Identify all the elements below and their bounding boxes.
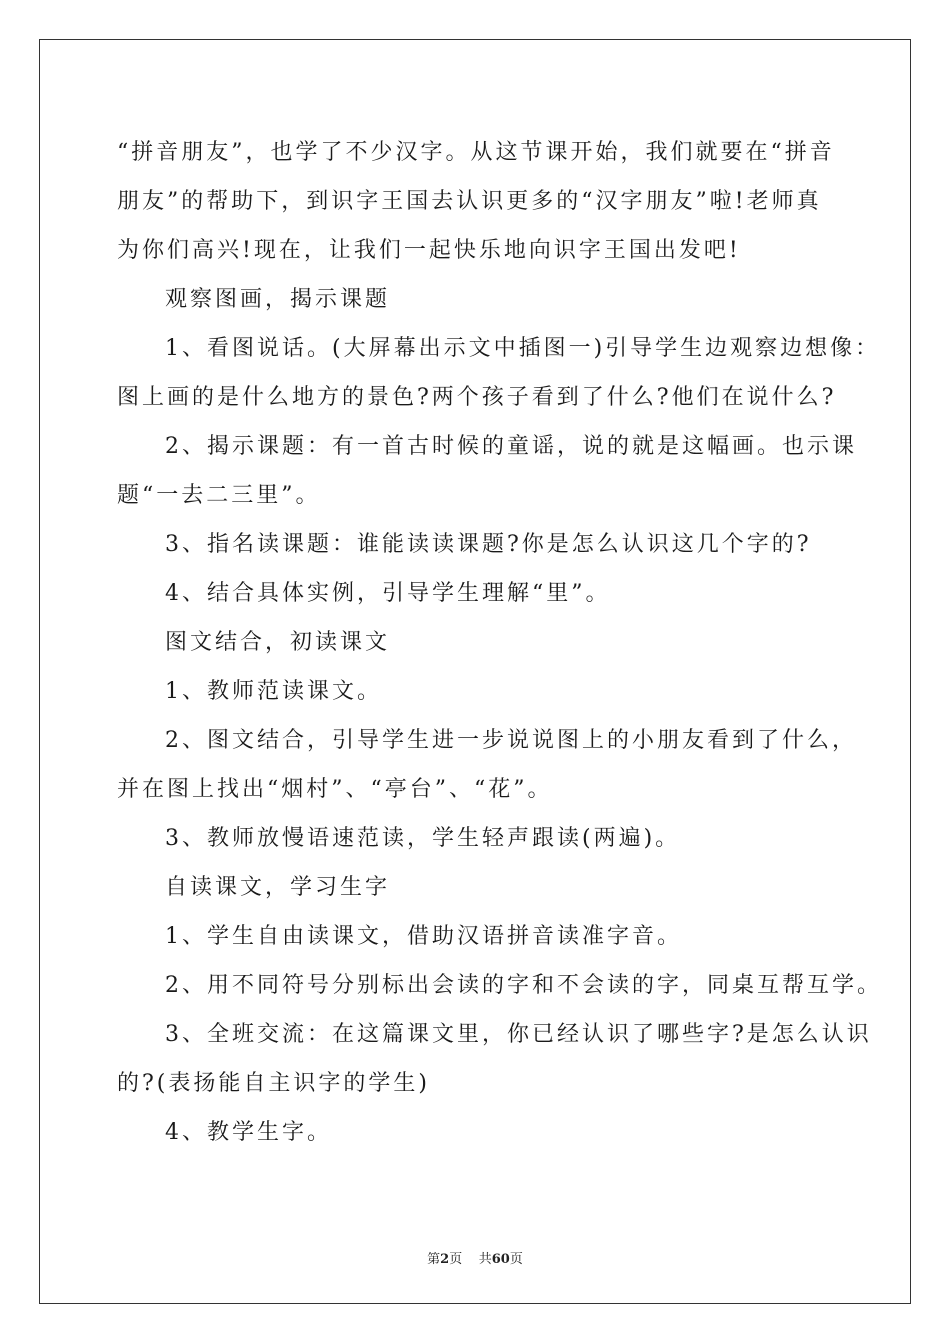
paragraph-line: 题“一去二三里”。 [117,483,321,508]
section-heading: 图文结合，初读课文 [165,630,391,655]
paragraph-line: 3、指名读课题：谁能读读课题?你是怎么认识这几个字的? [165,532,812,557]
paragraph-line: 1、看图说话。(大屏幕出示文中插图一)引导学生边观察边想像： [165,336,881,361]
paragraph-line: 1、学生自由读课文，借助汉语拼音读准字音。 [165,924,682,949]
paragraph-line: 朋友”的帮助下，到识字王国去认识更多的“汉字朋友”啦!老师真 [117,189,822,214]
page-suffix: 页 [449,1252,463,1267]
section-heading: 观察图画，揭示课题 [165,287,391,312]
page-footer [0,1248,950,1267]
paragraph-line: 的?(表扬能自主识字的学生) [117,1071,430,1096]
paragraph-line: 4、教学生字。 [165,1120,332,1145]
page-total: 60 [491,1252,510,1267]
paragraph-line: 2、揭示课题：有一首古时候的童谣，说的就是这幅画。也示课 [165,434,857,459]
total-prefix: 共 [478,1252,492,1267]
section-heading: 自读课文，学习生字 [165,875,391,900]
paragraph-line: “拼音朋友”，也学了不少汉字。从这节课开始，我们就要在“拼音 [117,140,835,165]
page-current: 2 [440,1252,450,1267]
paragraph-line: 3、教师放慢语速范读，学生轻声跟读(两遍)。 [165,826,681,851]
paragraph-line: 3、全班交流：在这篇课文里，你已经认识了哪些字?是怎么认识 [165,1022,872,1047]
paragraph-line: 并在图上找出“烟村”、“亭台”、“花”。 [117,777,553,802]
page-prefix: 第 [427,1252,441,1267]
paragraph-line: 1、教师范读课文。 [165,679,382,704]
total-suffix: 页 [509,1252,523,1267]
paragraph-line: 2、用不同符号分别标出会读的字和不会读的字，同桌互帮互学。 [165,973,882,998]
paragraph-line: 2、图文结合，引导学生进一步说说图上的小朋友看到了什么， [165,728,857,753]
document-body [117,128,882,1157]
paragraph-line: 4、结合具体实例，引导学生理解“里”。 [165,581,611,606]
paragraph-line: 为你们高兴!现在，让我们一起快乐地向识字王国出发吧! [117,238,741,263]
paragraph-line: 图上画的是什么地方的景色?两个孩子看到了什么?他们在说什么? [117,385,837,410]
